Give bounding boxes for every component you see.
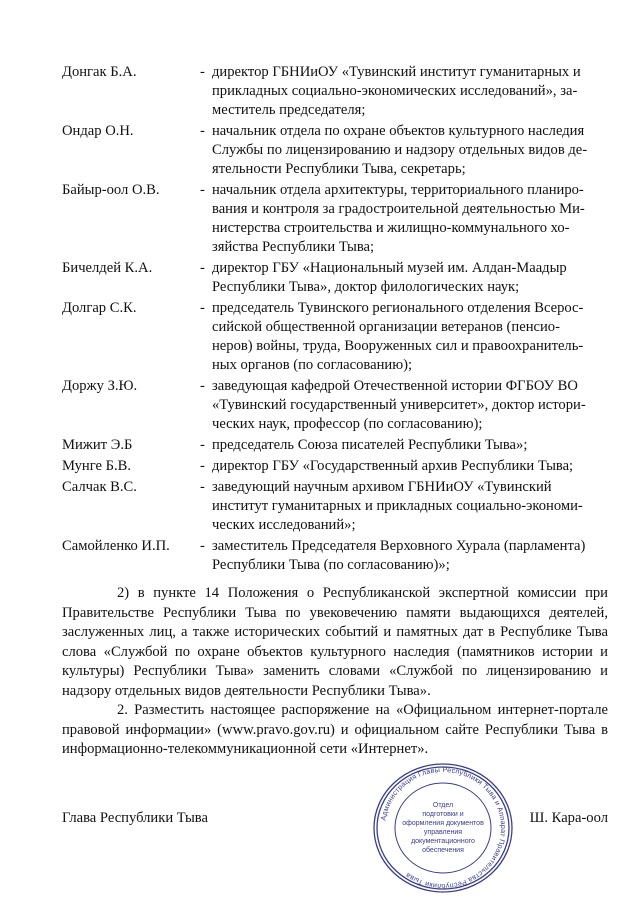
commission-member-row [62,436,608,455]
member-description: директор ГБУ «Национальный музей им. Алдан-Маадыр Республики Тыва», доктор филологических наук; [212,260,567,295]
seal-line-2: подготовки и [422,811,464,818]
commission-member-row [62,457,608,476]
seal-line-5: документационного [411,838,475,845]
paragraph-publication: 2. Разместить настоящее распоряжение на «Официальном интернет-портале правовой информации» (www.pravo.gov.ru) и официальном сайте Республики Тыва в информационно-телекоммуникационной сети «Интернет». [62,702,608,757]
order-paragraphs [62,584,608,760]
commission-member-row [62,181,608,257]
member-dash: - [200,260,205,276]
member-description: директор ГБНИиОУ «Тувинский институт гуманитарных и прикладных социально-экономических исследований», за- меститель председателя; [212,64,581,118]
member-name: Самойленко И.П. [62,538,170,554]
member-dash: - [200,479,205,495]
member-dash: - [200,437,205,453]
commission-member-row [62,63,608,120]
member-name: Салчак В.С. [62,479,137,495]
official-seal-stamp [368,760,518,896]
seal-line-4: управления [423,829,463,836]
seal-line-6: обеспечения [422,847,464,854]
signatory-position: Глава Республики Тыва [62,810,208,826]
member-description: начальник отдела архитектуры, территориального планиро- вания и контроля за градостроительной деятельностью Ми- нистерства строительства и жилищно-коммунального хо- зяйства Республики Тыва; [212,182,585,255]
member-dash: - [200,300,205,316]
commission-member-row [62,377,608,434]
member-name: Мунге Б.В. [62,458,132,474]
paragraph-item-2-amendment: 2) в пункте 14 Положения о Республиканской экспертной комиссии при Правительстве Республики Тыва по увековечению памяти выдающихся деятелей, заслуженных лиц, а также исторических событий и памятных дат в Республике Тыва слова «Службой по охране объектов культурного наследия (памятников истории и культуры) Республики Тыва» заменить словами «Службой по лицензированию и надзору отдельных видов деятельности Республики Тыва». [62,585,608,699]
member-description: директор ГБУ «Государственный архив Республики Тыва; [212,458,574,474]
commission-members-list [62,63,608,577]
member-name: Мижит Э.Б [62,437,133,453]
member-dash: - [200,123,205,139]
member-dash: - [200,378,205,394]
commission-member-row [62,299,608,375]
member-dash: - [200,458,205,474]
commission-member-row [62,537,608,575]
seal-line-1: Отдел [432,802,454,809]
member-name: Бичелдей К.А. [62,260,153,276]
member-description: начальник отдела по охране объектов культурного наследия Службы по лицензированию и надзору отдельных видов де- ятельности Республики Тыва, секретарь; [212,123,588,177]
member-name: Ондар О.Н. [62,123,134,139]
member-name: Байыр-оол О.В. [62,182,160,198]
member-dash: - [200,64,205,80]
member-description: председатель Тувинского регионального отделения Всерос- сийской общественной организации ветеранов (пенсио- неров) войны, труда, Вооруженных сил и правоохранитель- ных органов (по согласованию); [212,300,584,373]
member-dash: - [200,182,205,198]
commission-member-row [62,478,608,535]
commission-member-row [62,259,608,297]
member-name: Донгак Б.А. [62,64,137,80]
member-name: Долгар С.К. [62,300,137,316]
member-name: Доржу З.Ю. [62,378,138,394]
seal-ring-text: Администрация Главы Республики Тыва и Аппарат Правительства Республики Тыва [378,764,509,892]
member-description: заведующая кафедрой Отечественной истории ФГБОУ ВО «Тувинский государственный университет», доктор истори- ческих наук, профессор (по согласованию); [212,378,586,432]
member-description: заведующий научным архивом ГБНИиОУ «Тувинский институт гуманитарных и прикладных социально-экономи- ческих исследований»; [212,479,583,533]
signatory-name: Ш. Кара-оол [529,810,608,826]
member-dash: - [200,538,205,554]
commission-member-row [62,122,608,179]
seal-line-3: оформления документов [402,820,484,827]
member-description: председатель Союза писателей Республики Тыва»; [212,437,528,453]
member-description: заместитель Председателя Верховного Хурала (парламента) Республики Тыва (по согласованию)»; [212,538,586,573]
